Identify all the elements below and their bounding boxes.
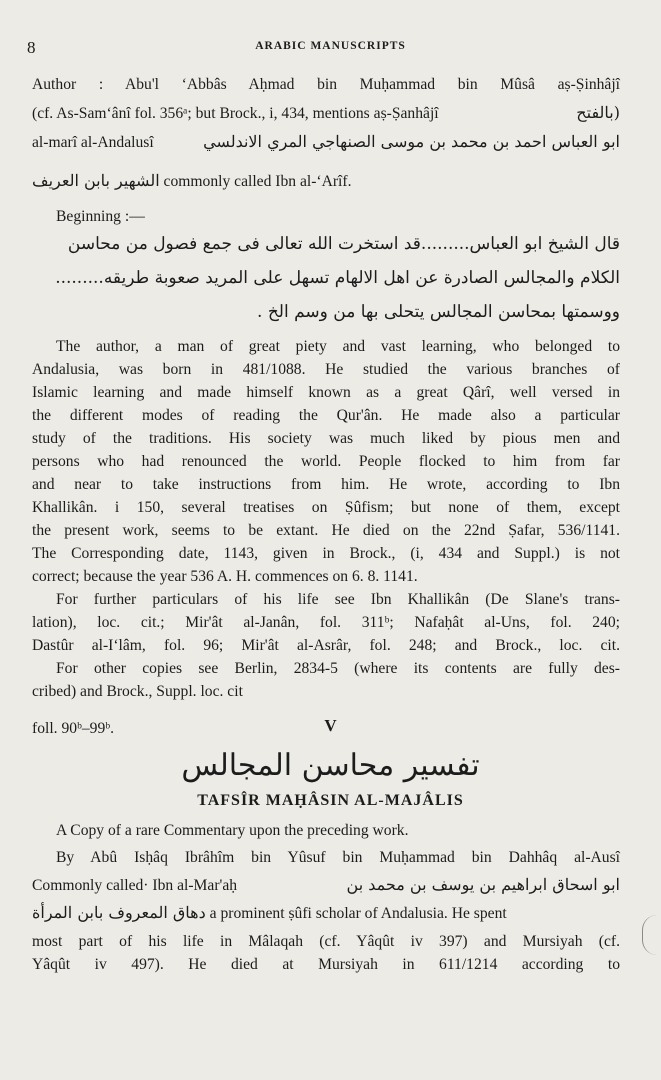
section-line-2: By Abû Isḥâq Ibrâhîm bin Yûsuf bin Muḥammad bin Dahhâq al-Ausî bbox=[56, 849, 620, 866]
page-edge-curl bbox=[642, 915, 657, 955]
body-line-11: correct; because the year 536 A. H. commences on 6. 8. 1141. bbox=[32, 568, 418, 585]
author-line-2-text: (cf. As-Sam‘ânî fol. 356ᵃ; but Brock., i, 434, mentions aṣ-Ṣanhâjî bbox=[32, 105, 439, 122]
particulars-line-3: Dastûr al-I‘lâm, fol. 96; Mir'ât al-Asrâr, fol. 248; and Brock., loc. cit. bbox=[32, 637, 620, 654]
section-line-4-arabic: دهاق المعروف بابن المرأة bbox=[32, 903, 206, 922]
particulars-line-1: For further particulars of his life see Ibn Khallikân (De Slane's trans- bbox=[56, 591, 620, 608]
body-line-7: and near to take instructions from him. He wrote, according to Ibn bbox=[32, 476, 620, 493]
section-title: TAFSÎR MAḤÂSIN AL-MAJÂLIS bbox=[197, 792, 464, 809]
body-line-5: study of the traditions. His society was much liked by pious men and bbox=[32, 430, 620, 447]
section-line-3-arabic: ابو اسحاق ابراهيم بن يوسف بن محمد بن bbox=[346, 875, 620, 894]
author-line-3 bbox=[32, 132, 620, 153]
arabic-beginning-1: قال الشيخ ابو العباس.........قد استخرت الله تعالى فى جمع فصول من محاسن bbox=[67, 234, 620, 254]
body-line-1: The author, a man of great piety and vast learning, who belonged to bbox=[56, 338, 620, 355]
author-line-3-arabic: ابو العباس احمد بن محمد بن موسى الصنهاجي المري الاندلسي bbox=[203, 132, 620, 151]
beginning-label: Beginning :— bbox=[56, 208, 145, 225]
copies-line-1: For other copies see Berlin, 2834-5 (where its contents are fully des- bbox=[56, 660, 620, 677]
section-line-4-text: a prominent ṣûfi scholar of Andalusia. He spent bbox=[209, 905, 507, 922]
section-line-5: most part of his life in Mâlaqah (cf. Yâqût iv 397) and Mursiyah (cf. bbox=[32, 933, 620, 950]
section-line-6: Yâqût iv 497). He died at Mursiyah in 611/1214 according to bbox=[32, 956, 620, 973]
section-line-1: A Copy of a rare Commentary upon the preceding work. bbox=[56, 822, 409, 839]
author-line-2-arabic: (بالفتح bbox=[576, 103, 620, 122]
body-line-6: persons who had renounced the world. People flocked to him from far bbox=[32, 453, 620, 470]
arabic-title: تفسير محاسن المجالس bbox=[181, 748, 480, 783]
section-line-3 bbox=[32, 875, 620, 896]
body-line-9: the present work, seems to be extant. He died on the 22nd Ṣafar, 536/1141. bbox=[32, 522, 620, 539]
page-number: 8 bbox=[27, 38, 36, 57]
particulars-line-2: lation), loc. cit.; Mir'ât al-Janân, fol. 311ᵇ; Nafaḥât al-Uns, fol. 240; bbox=[32, 614, 620, 631]
author-line-3-text: al-marî al-Andalusî bbox=[32, 134, 154, 151]
author-line-2 bbox=[32, 103, 620, 124]
author-line-4 bbox=[32, 171, 620, 192]
author-line-4-text: commonly called Ibn al-‘Arîf. bbox=[163, 173, 352, 190]
folio-range: foll. 90ᵇ–99ᵇ. bbox=[32, 720, 114, 737]
section-line-4 bbox=[32, 903, 620, 924]
body-line-8: Khallikân. i 150, several treatises on Ṣûfism; but none of them, except bbox=[32, 499, 620, 516]
running-title: ARABIC MANUSCRIPTS bbox=[255, 40, 406, 52]
author-line-4-arabic: الشهير بابن العريف bbox=[32, 171, 160, 190]
body-line-2: Andalusia, was born in 481/1088. He studied the various branches of bbox=[32, 361, 620, 378]
copies-line-2: cribed) and Brock., Suppl. loc. cit bbox=[32, 683, 243, 700]
body-line-4: the different modes of reading the Qur'ân. He made also a particular bbox=[32, 407, 620, 424]
author-line-1: Author : Abu'l ‘Abbâs Aḥmad bin Muḥammad bin Mûsâ aṣ-Ṣinhâjî bbox=[32, 76, 620, 93]
arabic-beginning-2: الكلام والمجالس الصادرة عن اهل الالهام تسهل على المريد صعوبة طريقه......... bbox=[55, 268, 620, 288]
section-line-3-text: Commonly called· Ibn al-Mar'aḥ bbox=[32, 877, 238, 894]
section-numeral: V bbox=[324, 716, 337, 735]
body-line-3: Islamic learning and made himself known as a great Qârî, well versed in bbox=[32, 384, 620, 401]
arabic-beginning-3: ووسمتها بمحاسن المجالس يتحلى بها من وسم الخ . bbox=[257, 302, 620, 322]
body-line-10: The Corresponding date, 1143, given in Brock., (i, 434 and Suppl.) is not bbox=[32, 545, 620, 562]
